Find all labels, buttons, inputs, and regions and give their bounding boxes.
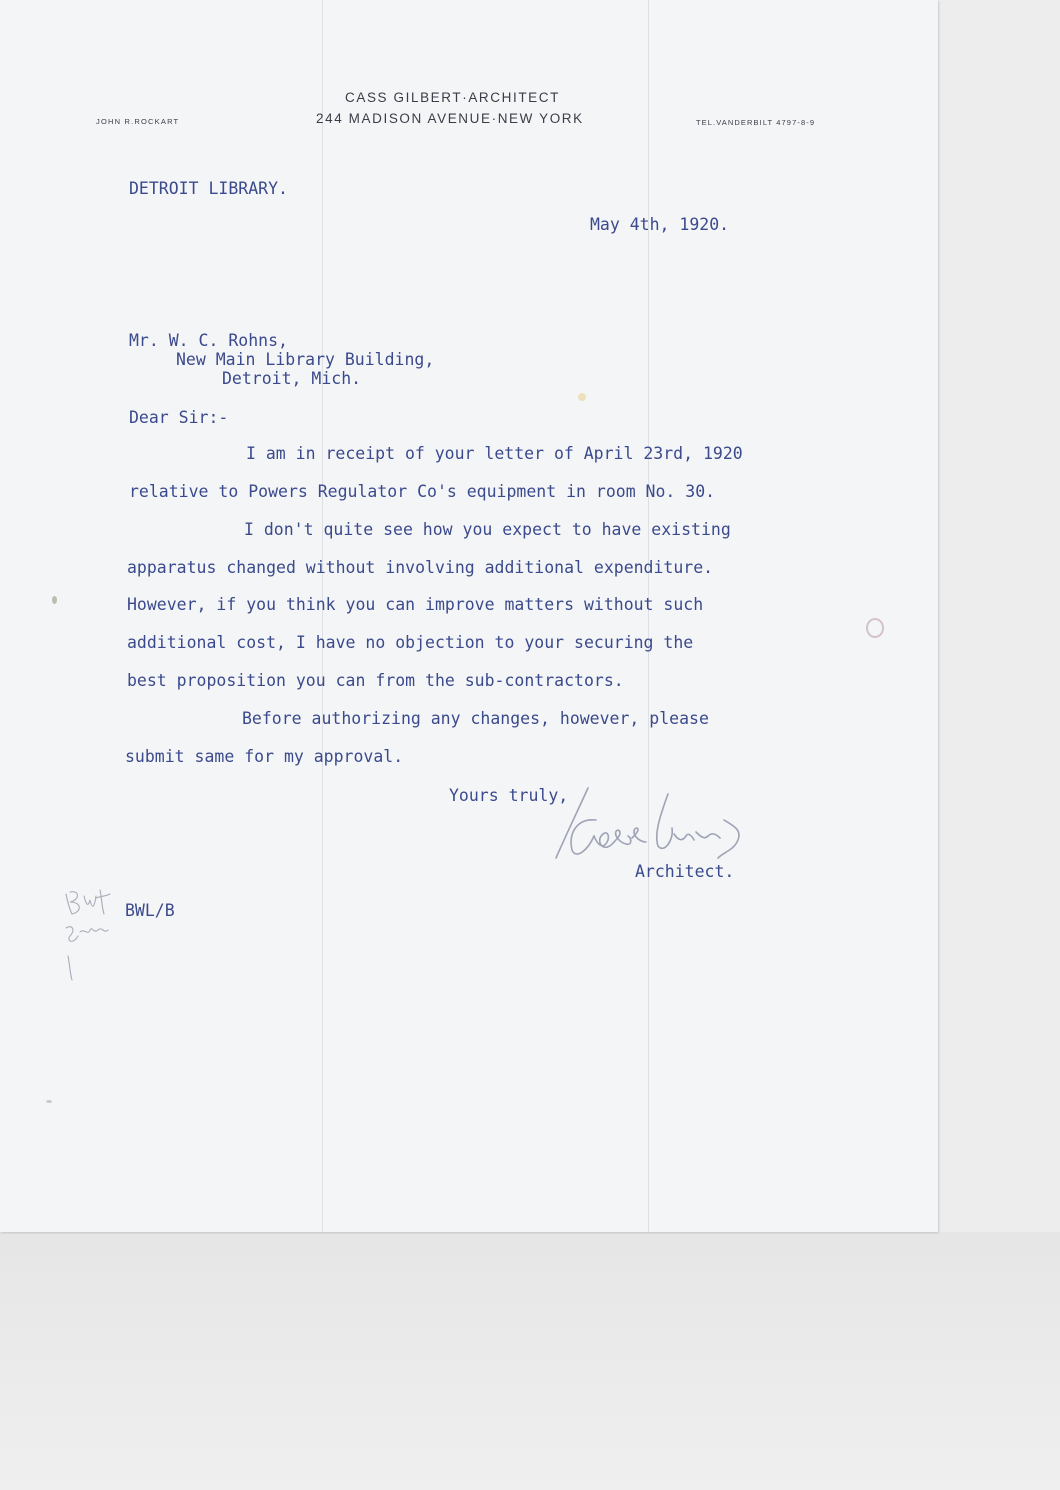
letterhead-left-name: JOHN R.ROCKART — [96, 117, 180, 126]
body-line: apparatus changed without involving additional expenditure. — [127, 558, 714, 577]
letter-date: May 4th, 1920. — [590, 215, 730, 234]
paper-mark — [52, 596, 57, 604]
body-line: best proposition you can from the sub-contractors. — [127, 671, 624, 690]
signature-title: Architect. — [635, 862, 735, 881]
letterhead-telephone: TEL.VANDERBILT 4797-8-9 — [696, 118, 816, 127]
letter-subject: DETROIT LIBRARY. — [129, 179, 288, 198]
body-line: Before authorizing any changes, however, please — [242, 709, 709, 728]
scan-background — [0, 1232, 1060, 1490]
body-line: additional cost, I have no objection to your securing the — [127, 633, 694, 652]
body-line: However, if you think you can improve matters without such — [127, 595, 704, 614]
recipient-address-line: Detroit, Mich. — [222, 369, 362, 388]
signature-handwritten — [548, 780, 758, 865]
body-line: I am in receipt of your letter of April 23rd, 1920 — [246, 444, 743, 463]
pencil-annotation — [58, 880, 118, 985]
paper-stain — [578, 393, 586, 401]
body-line: relative to Powers Regulator Co's equipment in room No. 30. — [129, 482, 716, 501]
paper-stain — [866, 618, 884, 638]
body-line: I don't quite see how you expect to have existing — [244, 520, 731, 539]
salutation: Dear Sir:- — [129, 408, 229, 427]
typist-initials: BWL/B — [125, 901, 175, 920]
recipient-name: Mr. W. C. Rohns, — [129, 331, 288, 350]
recipient-address-line: New Main Library Building, — [176, 350, 435, 369]
closing: Yours truly, — [449, 786, 569, 805]
paper-mark — [46, 1100, 52, 1103]
letterhead-firm: CASS GILBERT·ARCHITECT — [345, 90, 560, 105]
fold-line — [322, 0, 323, 1232]
letterhead-address: 244 MADISON AVENUE·NEW YORK — [316, 111, 584, 126]
fold-line — [648, 0, 649, 1232]
body-line: submit same for my approval. — [125, 747, 404, 766]
